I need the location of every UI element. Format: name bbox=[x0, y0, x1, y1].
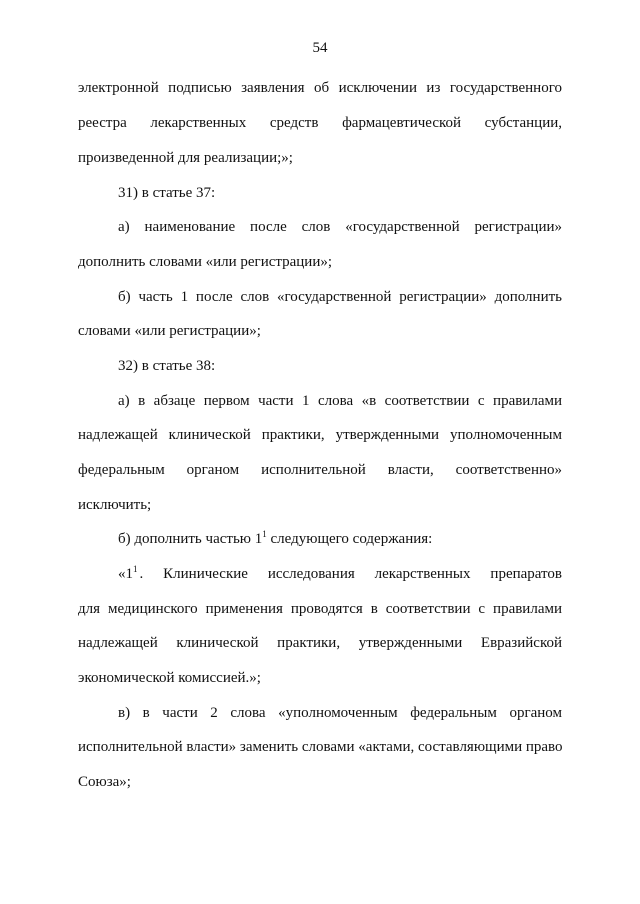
text-line: словами «или регистрации»; bbox=[78, 323, 261, 339]
text-line: Союза»; bbox=[78, 774, 131, 790]
text-line: б) часть 1 после слов «государственной регистрации» дополнить bbox=[118, 289, 562, 305]
text-line: дополнить словами «или регистрации»; bbox=[78, 254, 333, 270]
text-line: для медицинского применения проводятся в соответствии с правилами bbox=[78, 601, 562, 617]
text-line: реестра лекарственных средств фармацевтической субстанции, bbox=[78, 115, 562, 131]
text-fragment bbox=[118, 565, 138, 583]
text-line: 31) в статье 37: bbox=[118, 185, 216, 201]
text-line: надлежащей клинической практики, утвержденными уполномоченным bbox=[78, 427, 562, 443]
text-line: федеральным органом исполнительной власти, соответственно» bbox=[78, 462, 562, 478]
text-line: экономической комиссией.»; bbox=[78, 670, 261, 686]
text-fragment: б) дополнить частью 1 bbox=[118, 531, 263, 547]
text-line bbox=[118, 530, 562, 548]
text-line: в) в части 2 слова «уполномоченным федеральным органом bbox=[118, 705, 562, 721]
text-line: а) в абзаце первом части 1 слова «в соответствии с правилами bbox=[118, 393, 562, 409]
text-fragment: . Клинические исследования лекарственных препаратов bbox=[139, 566, 562, 582]
text-line: произведенной для реализации;»; bbox=[78, 150, 293, 166]
text-line: 32) в статье 38: bbox=[118, 358, 216, 374]
superscript: 1 bbox=[262, 529, 267, 539]
text-line bbox=[118, 565, 562, 583]
text-line: надлежащей клинической практики, утвержденными Евразийской bbox=[78, 635, 562, 651]
text-line: а) наименование после слов «государственной регистрации» bbox=[118, 219, 562, 235]
text-fragment: «1 bbox=[118, 566, 133, 582]
text-line: исполнительной власти» заменить словами «актами, составляющими право bbox=[78, 739, 563, 755]
text-line: электронной подписью заявления об исключении из государственного bbox=[78, 80, 562, 96]
text-line: исключить; bbox=[78, 497, 152, 513]
text-fragment: следующего содержания: bbox=[266, 531, 433, 547]
superscript: 1 bbox=[133, 564, 138, 574]
page-number: 54 bbox=[312, 40, 328, 56]
